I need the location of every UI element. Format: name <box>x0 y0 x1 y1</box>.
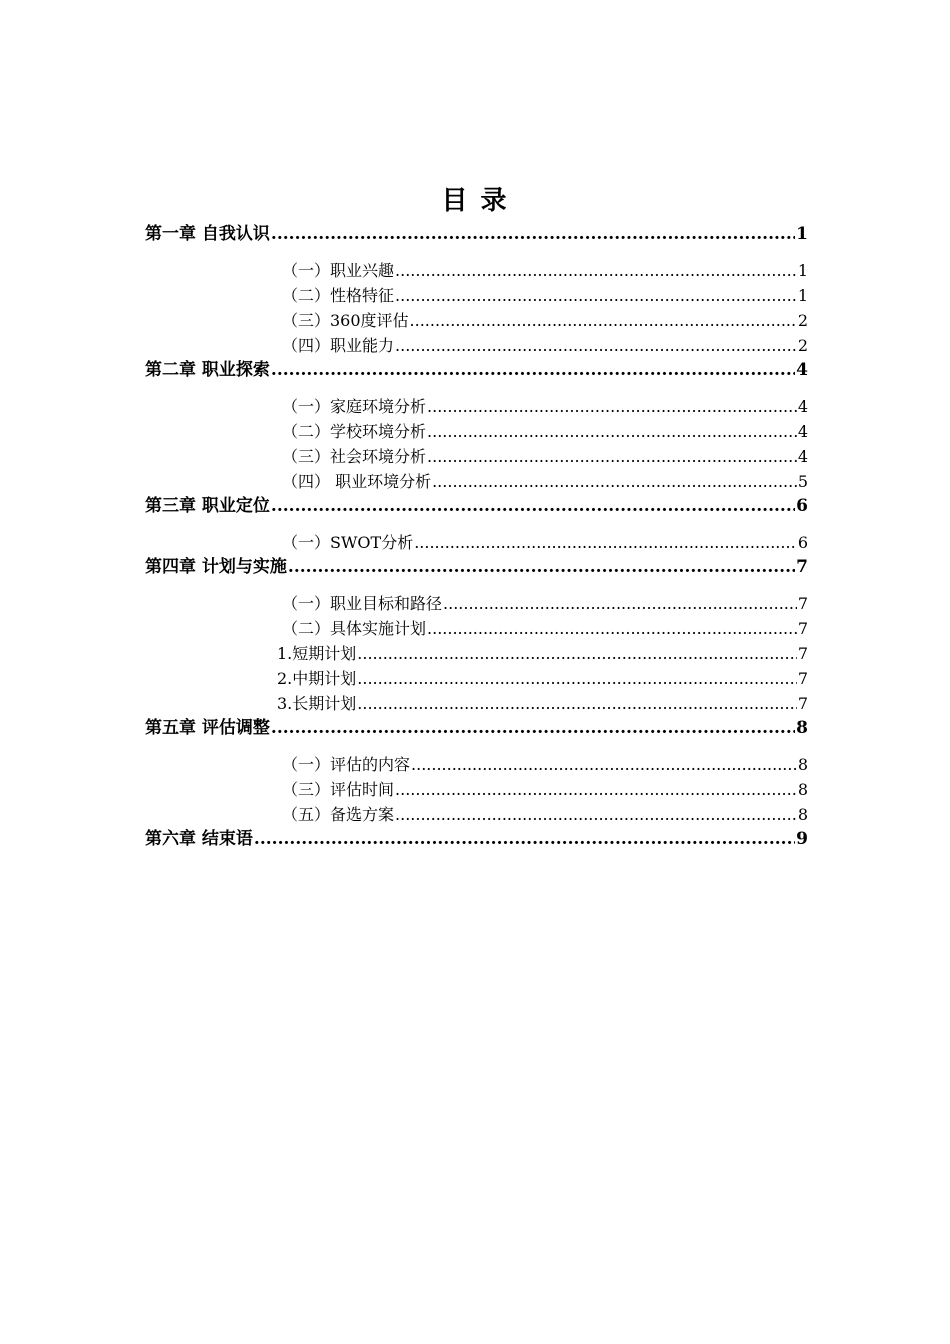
dot-leader <box>271 716 795 741</box>
toc-page-number: 2 <box>797 311 808 330</box>
toc-entry-label: （三）评估时间 <box>282 780 395 799</box>
toc-entry-label: 第六章 结束语 <box>145 829 253 849</box>
toc-chapter[interactable] <box>145 222 808 247</box>
toc-entry-label: （一）家庭环境分析 <box>282 397 427 416</box>
toc-entry-label: （三）社会环境分析 <box>282 447 427 466</box>
dot-leader <box>395 258 797 283</box>
toc-page-number: 1 <box>797 261 808 280</box>
dot-leader <box>414 530 797 555</box>
dot-leader <box>357 691 797 716</box>
toc-page-number: 7 <box>797 619 808 638</box>
toc-page-number: 7 <box>797 669 808 688</box>
dot-leader <box>357 641 797 666</box>
dot-leader <box>254 827 795 852</box>
toc-section[interactable] <box>145 752 808 777</box>
toc-section[interactable] <box>145 308 808 333</box>
toc-subsection[interactable] <box>145 691 808 716</box>
toc-entry-label: （一）职业目标和路径 <box>282 594 443 613</box>
toc-chapter[interactable] <box>145 555 808 580</box>
toc-page-number: 2 <box>797 336 808 355</box>
toc-entry-label: 第二章 职业探索 <box>145 360 270 380</box>
toc-page-number: 1 <box>797 286 808 305</box>
dot-leader <box>427 419 797 444</box>
toc-page-number: 6 <box>797 533 808 552</box>
toc-entry-label: （一）职业兴趣 <box>282 261 395 280</box>
dot-leader <box>427 444 797 469</box>
toc-section[interactable] <box>145 394 808 419</box>
dot-leader <box>427 616 797 641</box>
dot-leader <box>271 222 795 247</box>
toc-page-number: 8 <box>797 755 808 774</box>
toc-page-number: 4 <box>797 447 808 466</box>
toc-section[interactable] <box>145 616 808 641</box>
toc-entry-label: （一）评估的内容 <box>282 755 411 774</box>
toc-section[interactable] <box>145 777 808 802</box>
toc-entry-label: （二）具体实施计划 <box>282 619 427 638</box>
dot-leader <box>271 494 795 519</box>
toc-chapter[interactable] <box>145 358 808 383</box>
toc-page-number: 7 <box>797 644 808 663</box>
toc-entry-label: 2.中期计划 <box>277 669 357 688</box>
toc-entry-label: （二）性格特征 <box>282 286 395 305</box>
toc-chapter[interactable] <box>145 494 808 519</box>
dot-leader <box>395 333 797 358</box>
toc-entry-label: 3.长期计划 <box>277 694 357 713</box>
toc-chapter[interactable] <box>145 827 808 852</box>
table-of-contents <box>145 222 808 852</box>
toc-page-number: 4 <box>797 422 808 441</box>
toc-entry-label: （五）备选方案 <box>282 805 395 824</box>
toc-page-number: 7 <box>797 594 808 613</box>
toc-entry-label: 1.短期计划 <box>277 644 357 663</box>
toc-page-number: 7 <box>796 557 808 577</box>
toc-page-number: 8 <box>797 780 808 799</box>
toc-entry-label: 第四章 计划与实施 <box>145 557 287 577</box>
dot-leader <box>443 591 797 616</box>
toc-entry-label: （三）360度评估 <box>282 311 409 330</box>
toc-section[interactable] <box>145 444 808 469</box>
toc-section[interactable] <box>145 591 808 616</box>
toc-entry-label: 第五章 评估调整 <box>145 718 270 738</box>
toc-entry-label: （四） 职业环境分析 <box>282 472 432 491</box>
toc-page-number: 7 <box>797 694 808 713</box>
page-title: 目 录 <box>441 186 509 216</box>
toc-section[interactable] <box>145 469 808 494</box>
toc-page-number: 9 <box>796 829 808 849</box>
toc-subsection[interactable] <box>145 641 808 666</box>
toc-section[interactable] <box>145 258 808 283</box>
toc-page-number: 8 <box>797 805 808 824</box>
toc-page-number: 8 <box>796 718 808 738</box>
toc-section[interactable] <box>145 333 808 358</box>
toc-page-number: 4 <box>797 397 808 416</box>
dot-leader <box>395 283 797 308</box>
toc-page-number: 5 <box>797 472 808 491</box>
toc-subsection[interactable] <box>145 666 808 691</box>
toc-entry-label: （二）学校环境分析 <box>282 422 427 441</box>
dot-leader <box>427 394 797 419</box>
toc-section[interactable] <box>145 419 808 444</box>
toc-page-number: 1 <box>796 224 808 244</box>
toc-section[interactable] <box>145 530 808 555</box>
dot-leader <box>357 666 797 691</box>
dot-leader <box>410 308 797 333</box>
dot-leader <box>395 777 797 802</box>
toc-section[interactable] <box>145 802 808 827</box>
toc-chapter[interactable] <box>145 716 808 741</box>
dot-leader <box>411 752 797 777</box>
toc-page-number: 4 <box>796 360 808 380</box>
toc-entry-label: （四）职业能力 <box>282 336 395 355</box>
dot-leader <box>271 358 795 383</box>
dot-leader <box>395 802 797 827</box>
dot-leader <box>432 469 797 494</box>
toc-entry-label: 第一章 自我认识 <box>145 224 270 244</box>
dot-leader <box>288 555 795 580</box>
toc-page-number: 6 <box>796 496 808 516</box>
toc-section[interactable] <box>145 283 808 308</box>
toc-entry-label: （一）SWOT分析 <box>282 533 414 552</box>
toc-entry-label: 第三章 职业定位 <box>145 496 270 516</box>
